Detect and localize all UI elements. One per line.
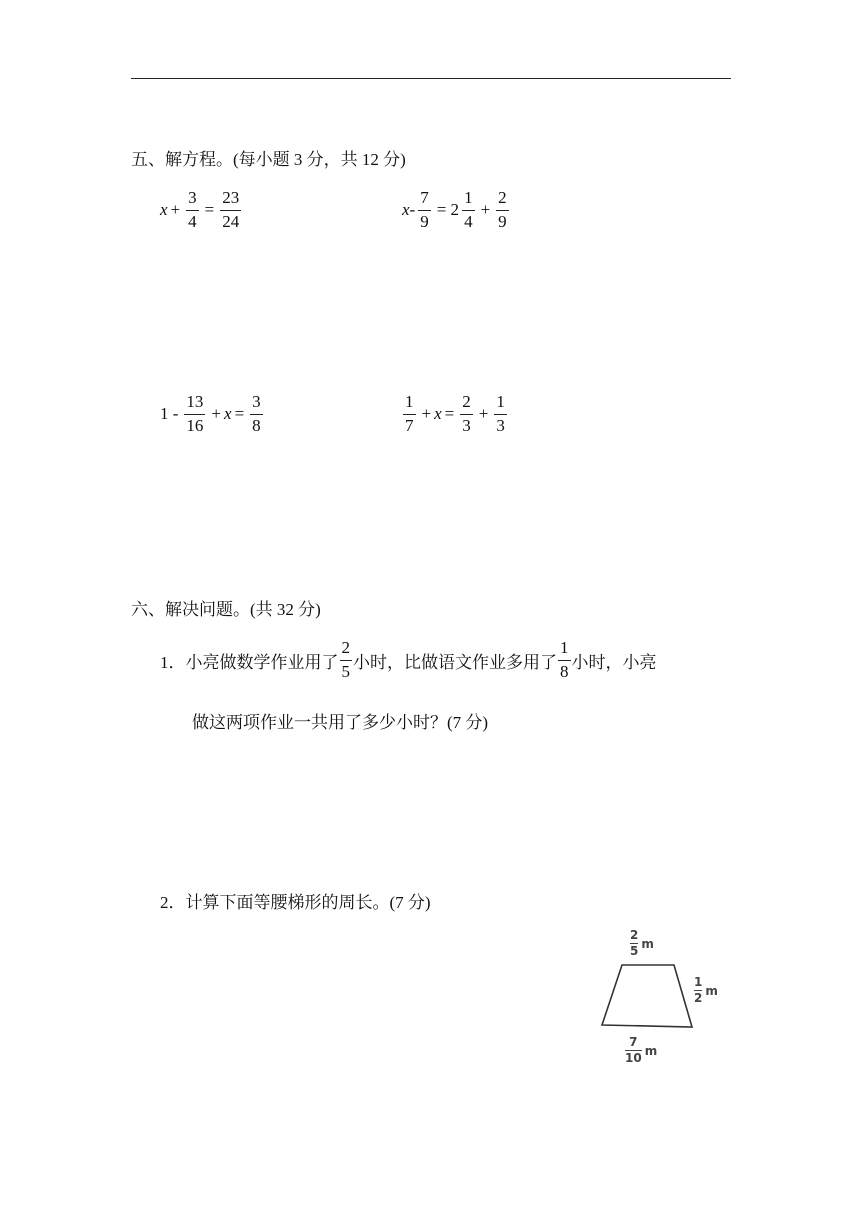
fraction: $\frac{3}{8}$: [252, 392, 261, 435]
plus-sign: +: [480, 200, 491, 219]
equals-sign: =: [234, 404, 245, 423]
header-rule: [131, 78, 731, 79]
question-text: 计算下面等腰梯形的周长。(7 分): [185, 893, 431, 912]
equals-sign: =: [444, 404, 455, 423]
equation-1: [160, 188, 244, 232]
variable-x: x: [434, 404, 442, 423]
fraction: $\frac{2}{3}$: [462, 392, 471, 435]
question-number: 2．: [160, 893, 186, 912]
plus-sign: +: [211, 404, 222, 423]
question-number: 1．: [160, 652, 186, 672]
fraction: $\frac{1}{8}$: [560, 638, 569, 681]
equation-3: [160, 392, 266, 436]
question-1-line2: 做这两项作业一共用了多少小时？(7 分): [192, 713, 489, 732]
trapezoid-top-label: $\frac{2}{5}$ m: [630, 928, 654, 958]
question-1-line1: [160, 638, 657, 682]
plus-sign: +: [421, 404, 432, 423]
equals-sign: = 2: [436, 200, 460, 219]
isosceles-trapezoid: [596, 958, 700, 1032]
section5-heading: 五、解方程。(每小题 3 分，共 12 分): [131, 150, 406, 169]
mixed-fraction: $\frac{1}{4}$: [464, 188, 473, 231]
equals-sign: =: [204, 200, 215, 219]
fraction: $\frac{2}{9}$: [498, 188, 507, 231]
question-text: 小时，小亮: [571, 652, 657, 672]
minus-sign: -: [409, 200, 416, 219]
fraction: $\frac{1}{7}$: [405, 392, 414, 435]
question-text: 小亮做数学作业用了: [185, 652, 339, 672]
variable-x: x: [402, 200, 410, 219]
fraction: $\frac{1}{3}$: [496, 392, 505, 435]
plus-sign: +: [478, 404, 489, 423]
equation-2: [402, 188, 512, 232]
equation-4: [400, 392, 510, 436]
variable-x: x: [160, 200, 168, 219]
fraction: $\frac{23}{24}$: [222, 188, 240, 231]
plus-sign: +: [170, 200, 181, 219]
trapezoid-side-label: $\frac{1}{2}$ m: [694, 975, 718, 1005]
fraction: $\frac{13}{16}$: [186, 392, 204, 435]
section6-heading: 六、解决问题。(共 32 分): [131, 600, 321, 619]
leading-term: 1 -: [160, 404, 179, 423]
variable-x: x: [224, 404, 232, 423]
question-2: [160, 888, 431, 913]
fraction: $\frac{7}{9}$: [420, 188, 429, 231]
question-text: 小时，比做语文作业多用了: [353, 652, 557, 672]
trapezoid-bottom-label: $\frac{7}{10}$ m: [625, 1035, 658, 1065]
fraction: $\frac{2}{5}$: [341, 638, 350, 681]
fraction: $\frac{3}{4}$: [188, 188, 197, 231]
